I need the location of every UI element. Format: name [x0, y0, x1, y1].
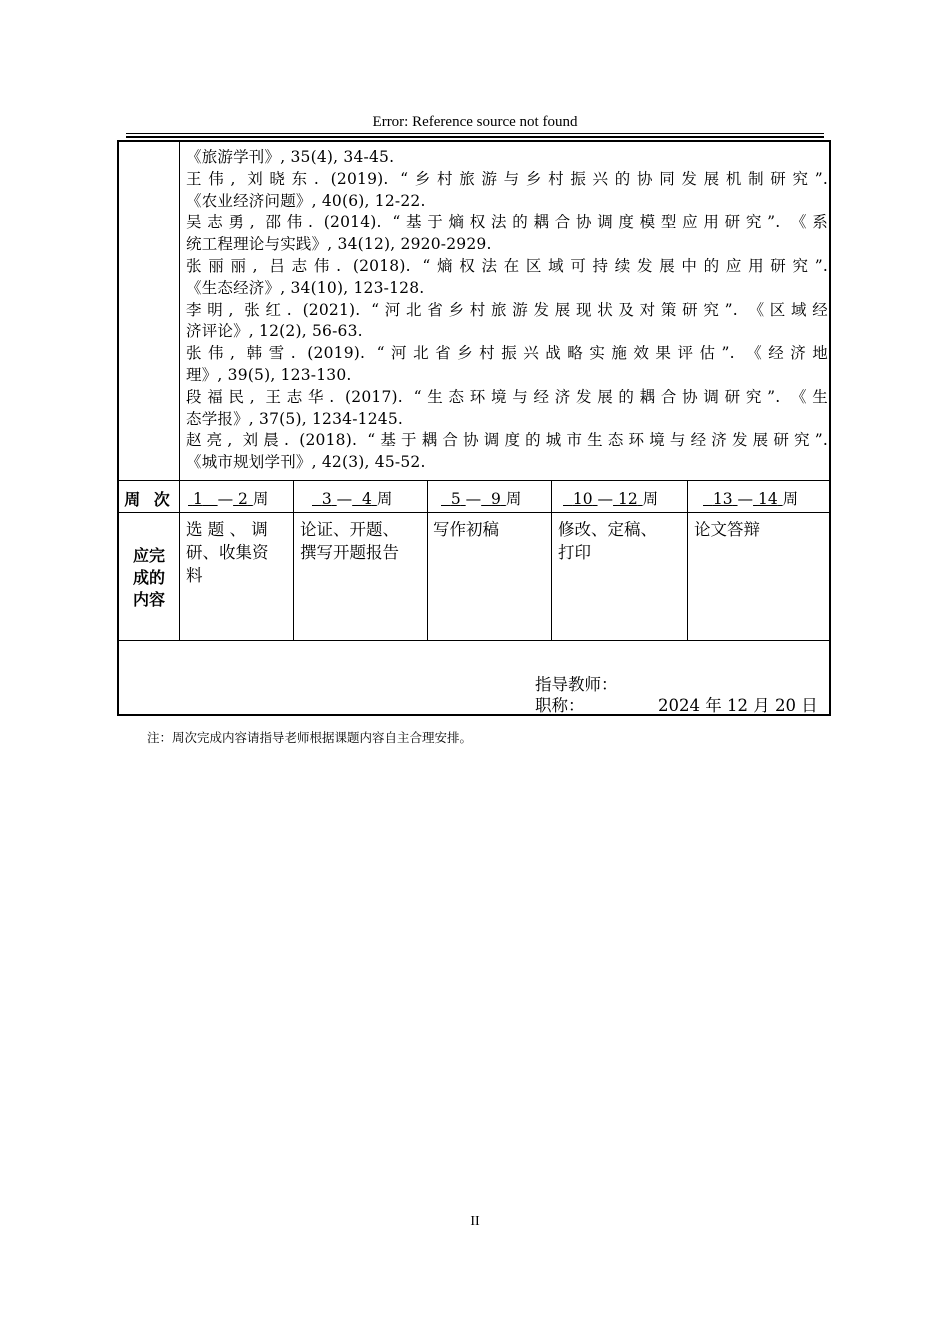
title-label: 职称： [535, 696, 585, 715]
reference-line: 《农业经济问题》, 40(6), 12-22. [186, 191, 426, 210]
week-end: 4 [362, 490, 372, 508]
content-cell-2: 论证、开题、 撰写开题报告 [300, 520, 399, 562]
week-dash: — [737, 490, 754, 508]
column-divider-0 [179, 480, 180, 641]
reference-line: 张伟, 韩雪. (2019). “河北省乡村振兴战略实施效果评估”. 《经济地 [186, 344, 828, 363]
running-header: Error: Reference source not found [372, 114, 578, 130]
week-end: 14 [757, 490, 778, 508]
header-rule-thick [126, 136, 824, 138]
week-unit: 周 [505, 490, 522, 508]
week-dash: — [336, 490, 353, 508]
column-divider-4 [687, 480, 688, 641]
week-cell-2 [312, 487, 392, 509]
reference-line: 吴志勇, 邵伟. (2014). “基于熵权法的耦合协调度模型应用研究”. 《系 [186, 213, 828, 232]
reference-line: 《生态经济》, 34(10), 123-128. [186, 278, 425, 297]
week-cell-3 [441, 487, 521, 509]
reference-line: 统工程理论与实践》, 34(12), 2920-2929. [186, 235, 492, 254]
week-dash: — [465, 490, 482, 508]
week-cell-5 [703, 487, 798, 509]
reference-line: 段福民, 王志华. (2017). “生态环境与经济发展的耦合协调研究”. 《生 [186, 387, 828, 406]
week-unit: 周 [376, 490, 393, 508]
week-end: 12 [617, 490, 638, 508]
week-unit: 周 [642, 490, 659, 508]
row-divider-weeks [117, 512, 831, 513]
references-list [186, 147, 828, 474]
week-cell-4 [563, 487, 658, 509]
reference-line: 张丽丽, 吕志伟. (2018). “熵权法在区域可持续发展中的应用研究”. [186, 256, 828, 275]
week-start: 3 [321, 490, 332, 508]
reference-line: 理》, 39(5), 123-130. [186, 365, 352, 384]
content-cell-4: 修改、定稿、 打印 [558, 520, 657, 562]
reference-line: 《旅游学刊》, 35(4), 34-45. [186, 148, 395, 166]
column-divider-3 [551, 480, 552, 641]
content-cell-5: 论文答辩 [694, 520, 760, 539]
week-start: 10 [572, 490, 593, 508]
week-start: 1 [192, 490, 203, 508]
content-label: 应完 成的 内容 [132, 546, 165, 609]
reference-line: 赵亮, 刘晨. (2018). “基于耦合协调度的城市生态环境与经济发展研究”. [186, 431, 828, 450]
reference-line: 王伟, 刘晓东. (2019). “乡村旅游与乡村振兴的协同发展机制研究”. [186, 169, 828, 188]
row-divider-contents [117, 640, 831, 641]
week-start: 5 [450, 490, 461, 508]
column-divider-2 [427, 480, 428, 641]
week-start: 13 [712, 490, 733, 508]
reference-line: 李明, 张红. (2021). “河北省乡村旅游发展现状及对策研究”. 《区域经 [186, 300, 828, 319]
reference-line: 济评论》, 12(2), 56-63. [186, 322, 363, 341]
footnote: 注：周次完成内容请指导老师根据课题内容自主合理安排。 [147, 730, 473, 745]
week-unit: 周 [782, 490, 799, 508]
signature-date: 2024 年 12 月 20 日 [658, 696, 818, 715]
advisor-label: 指导教师： [535, 675, 618, 694]
page-number: II [470, 1214, 480, 1229]
week-end: 9 [491, 490, 501, 508]
week-unit: 周 [252, 490, 269, 508]
row-divider-references [117, 480, 831, 481]
left-column-divider-top [179, 140, 180, 481]
week-label: 周 次 [124, 490, 174, 509]
content-cell-1: 选 题 、 调 研、收集资 料 [186, 520, 269, 585]
column-divider-1 [293, 480, 294, 641]
reference-line: 态学报》, 37(5), 1234-1245. [186, 409, 404, 428]
week-cell-1 [188, 487, 268, 509]
header-rule-thin [126, 133, 824, 134]
reference-line: 《城市规划学刊》, 42(3), 45-52. [186, 453, 426, 472]
week-dash: — [597, 490, 614, 508]
week-end: 2 [238, 490, 248, 508]
content-cell-3: 写作初稿 [433, 520, 499, 539]
week-dash: — [217, 490, 234, 508]
